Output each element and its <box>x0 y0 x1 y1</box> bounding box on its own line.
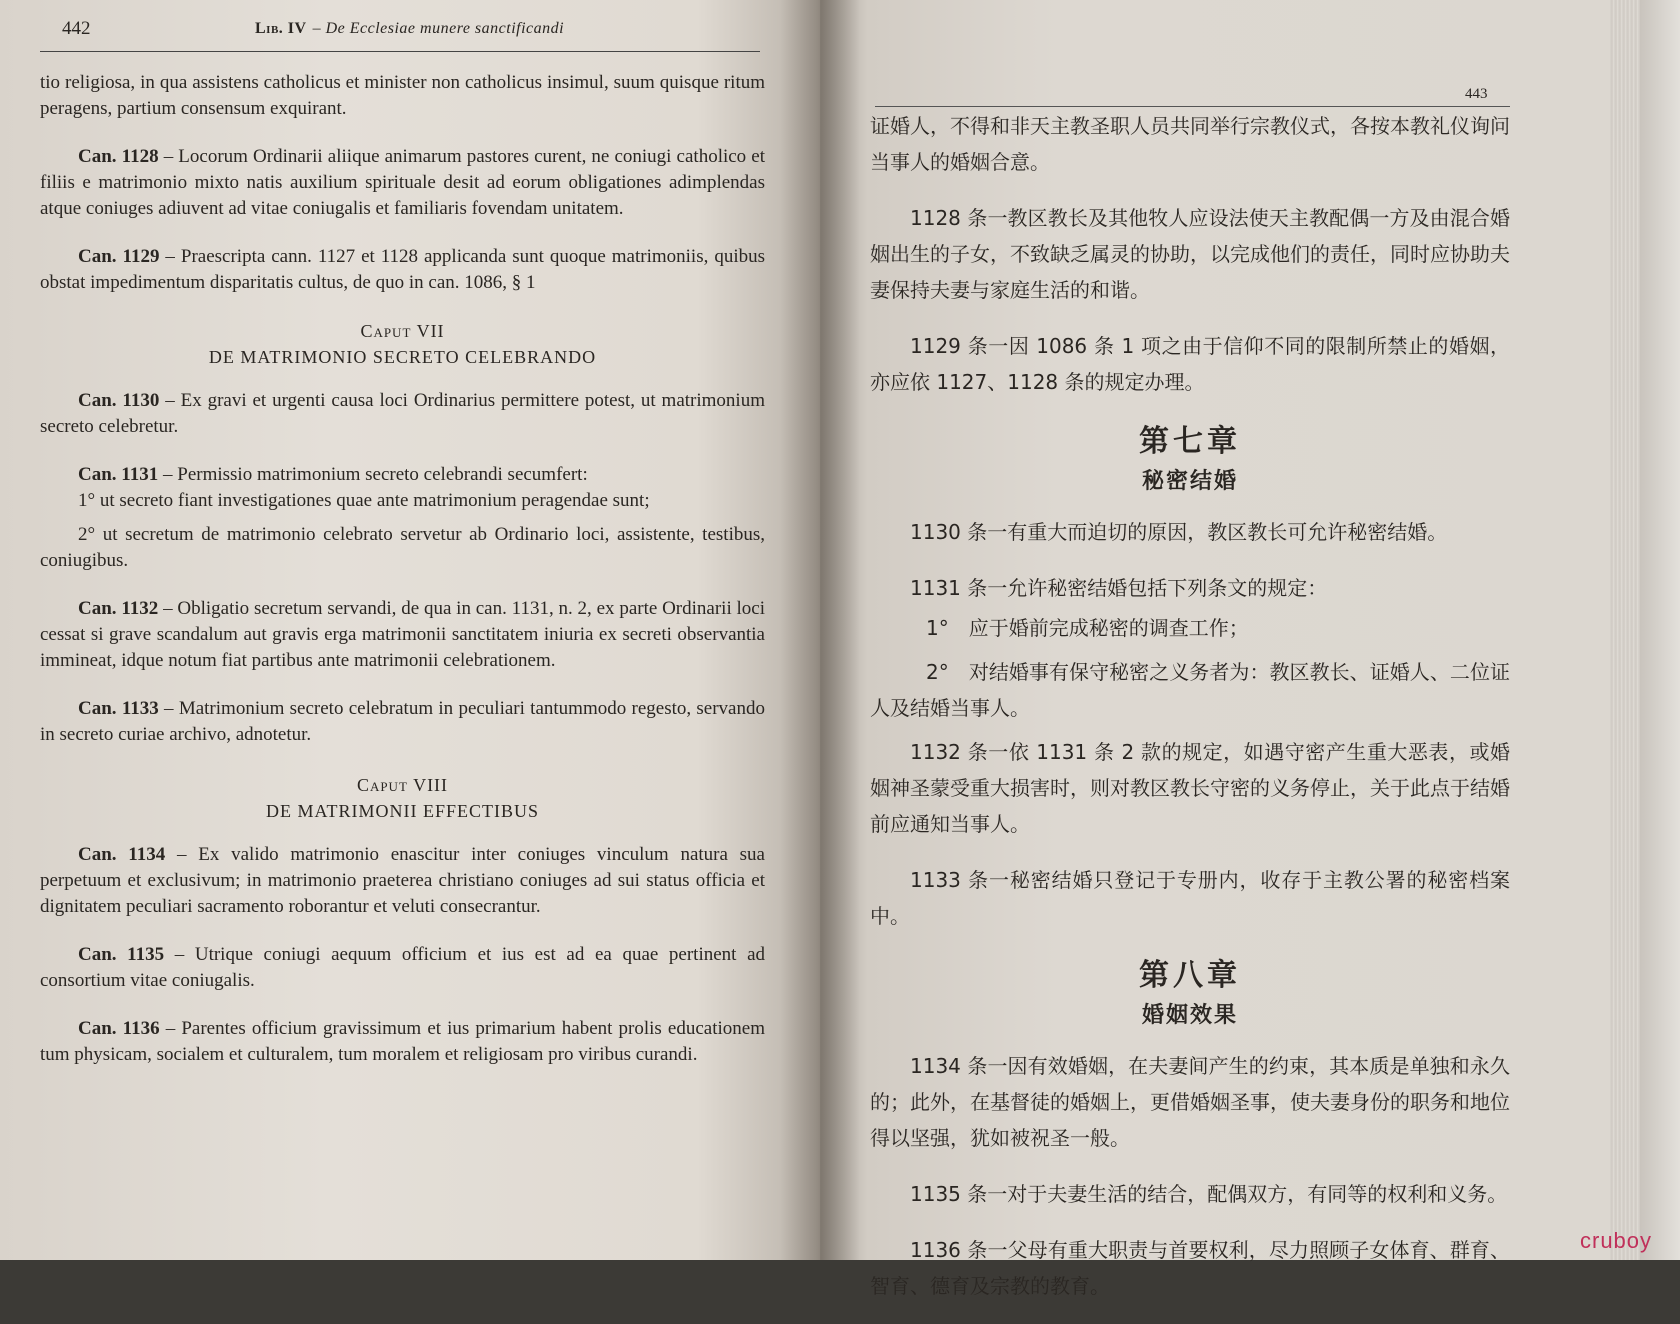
canon-label: Can. 1133 <box>78 698 159 719</box>
zh-canon-1131-item-2: 2° 对结婚事有保守秘密之义务者为：教区教长、证婚人、二位证人及结婚当事人。 <box>870 660 1510 720</box>
canon-text: – Utrique coniugi aequum officium et ius est ad ea quae pertinent ad consortium vitae coniugalis. <box>40 944 766 991</box>
canon-1128 <box>40 144 765 222</box>
zh-canon-1130: 1130 条一有重大而迫切的原因，教区教长可允许秘密结婚。 <box>910 520 1448 544</box>
canon-1131-item-2: 2° ut secretum de matrimonio celebrato servetur ab Ordinario loci, assistente, testibus, coniugibus. <box>40 524 765 571</box>
canon-1129 <box>40 244 765 296</box>
right-text-column <box>870 108 1510 1324</box>
zh-canon-1129: 1129 条一因 1086 条 1 项之由于信仰不同的限制所禁止的婚姻，亦应依 1127、1128 条的规定办理。 <box>870 334 1510 394</box>
para-intro: tio religiosa, in qua assistens catholicus et minister non catholicus insimul, suum quisque ritum peragens, partium consensum exquirant. <box>40 72 765 119</box>
canon-text: – Praescripta cann. 1127 et 1128 applicanda sunt quoque matrimoniis, quibus obstat impedimentum disparitatis cultus, de quo in can. 1086, § 1 <box>40 246 765 293</box>
running-head-title: – De Ecclesiae munere sanctificandi <box>312 20 565 37</box>
canon-label: Can. 1129 <box>78 246 160 267</box>
canon-label: Can. 1135 <box>78 944 165 965</box>
zh-canon-1134: 1134 条一因有效婚姻，在夫妻间产生的约束，其本质是单独和永久的；此外，在基督徒的婚姻上，更借婚姻圣事，使夫妻身份的职务和地位得以坚强，犹如被祝圣一般。 <box>870 1054 1510 1150</box>
zh-canon-1135: 1135 条一对于夫妻生活的结合，配偶双方，有同等的权利和义务。 <box>910 1182 1508 1206</box>
canon-label: Can. 1131 <box>78 464 159 485</box>
zh-canon-1133: 1133 条一秘密结婚只登记于专册内，收存于主教公署的秘密档案中。 <box>870 868 1510 928</box>
left-running-head <box>40 12 760 52</box>
canon-text: – Ex gravi et urgenti causa loci Ordinarius permittere potest, ut matrimonium secreto celebretur. <box>40 390 765 437</box>
left-text-column <box>40 70 765 1090</box>
left-page-number: 442 <box>62 18 91 39</box>
running-head-text <box>255 20 564 38</box>
book-edge-band <box>1640 0 1680 1260</box>
zh-canon-1131-item-1: 1° 应于婚前完成秘密的调查工作； <box>926 616 1249 640</box>
chapter-heading-viii: Caput VIII <box>356 775 449 795</box>
right-header-rule <box>875 106 1510 107</box>
canon-label: Can. 1136 <box>78 1018 160 1039</box>
zh-chapter-title-7: 秘密结婚 <box>1141 469 1238 494</box>
canon-text: – Matrimonium secreto celebratum in peculiari tantummodo regesto, servando in secreto curiae archivo, adnotetur. <box>40 698 765 745</box>
canon-1133 <box>40 696 765 748</box>
zh-canon-1128: 1128 条一教区教长及其他牧人应设法使天主教配偶一方及由混合婚姻出生的子女，不致缺乏属灵的协助，以完成他们的责任，同时应协助夫妻保持夫妻与家庭生活的和谐。 <box>870 206 1510 302</box>
canon-label: Can. 1134 <box>78 844 166 865</box>
zh-chapter-title-8: 婚姻效果 <box>1141 1003 1238 1028</box>
canon-text: – Locorum Ordinarii aliique animarum pastores curent, ne coniugi catholico et filiis e matrimonio mixto natis auxilium spirituale desit ad eorum obligationes adimplendas atque coniuges adiuvent ad vitae coniugalis et familiaris fovendam unitatem. <box>40 146 765 219</box>
canon-text: – Parentes officium gravissimum et ius primarium habent prolis educationem tum physicam, socialem et culturalem, tum moralem et religiosam pro viribus curandi. <box>40 1018 765 1065</box>
zh-canon-1132: 1132 条一依 1131 条 2 款的规定，如遇守密产生重大恶表，或婚姻神圣蒙受重大损害时，则对教区教长守密的义务停止，关于此点于结婚前应通知当事人。 <box>870 740 1510 836</box>
chapter-title-vii: DE MATRIMONIO SECRETO CELEBRANDO <box>208 347 597 367</box>
zh-canon-1131: 1131 条一允许秘密结婚包括下列条文的规定： <box>910 576 1328 600</box>
canon-1131-item-1: 1° ut secreto fiant investigationes quae ante matrimonium peragendae sunt; <box>78 490 650 511</box>
canon-1131 <box>40 462 765 488</box>
zh-chapter-heading-7: 第七章 <box>1139 424 1241 459</box>
canon-label: Can. 1130 <box>78 390 160 411</box>
canon-text: – Ex valido matrimonio enascitur inter coniuges vinculum natura sua perpetuum et exclusivum; in matrimonio praeterea christiano coniuges ad sui status officia et dignitatem peculiari sacramento roborantur et veluti consecrantur. <box>40 844 765 917</box>
canon-text: – Obligatio secretum servandi, de qua in can. 1131, n. 2, ex parte Ordinarii loci cessat si grave scandalum aut gravis erga matrimonii sanctitatem iniuria ex secreti observantia immineat, idque notum fiat partibus ante matrimonii celebrationem. <box>40 598 766 671</box>
running-head-lib: Lib. IV <box>255 20 307 37</box>
canon-1136 <box>40 1016 765 1068</box>
canon-label: Can. 1128 <box>78 146 159 167</box>
zh-canon-1136: 1136 条一父母有重大职责与首要权利，尽力照顾子女体育、群育、智育、德育及宗教的教育。 <box>870 1238 1510 1298</box>
chapter-title-viii: DE MATRIMONII EFFECTIBUS <box>265 801 539 821</box>
canon-1130 <box>40 388 765 440</box>
right-page-number: 443 <box>1465 86 1488 102</box>
watermark-text: cruboy <box>1580 1228 1653 1253</box>
canon-1134 <box>40 842 765 920</box>
canon-1135 <box>40 942 765 994</box>
zh-chapter-heading-8: 第八章 <box>1139 958 1241 993</box>
canon-text: – Permissio matrimonium secreto celebrandi secumfert: <box>163 464 588 485</box>
zh-para-intro: 证婚人，不得和非天主教圣职人员共同举行宗教仪式，各按本教礼仪询问当事人的婚姻合意。 <box>870 114 1510 174</box>
canon-label: Can. 1132 <box>78 598 159 619</box>
chapter-heading-vii: Caput VII <box>360 321 445 341</box>
canon-1132 <box>40 596 765 674</box>
